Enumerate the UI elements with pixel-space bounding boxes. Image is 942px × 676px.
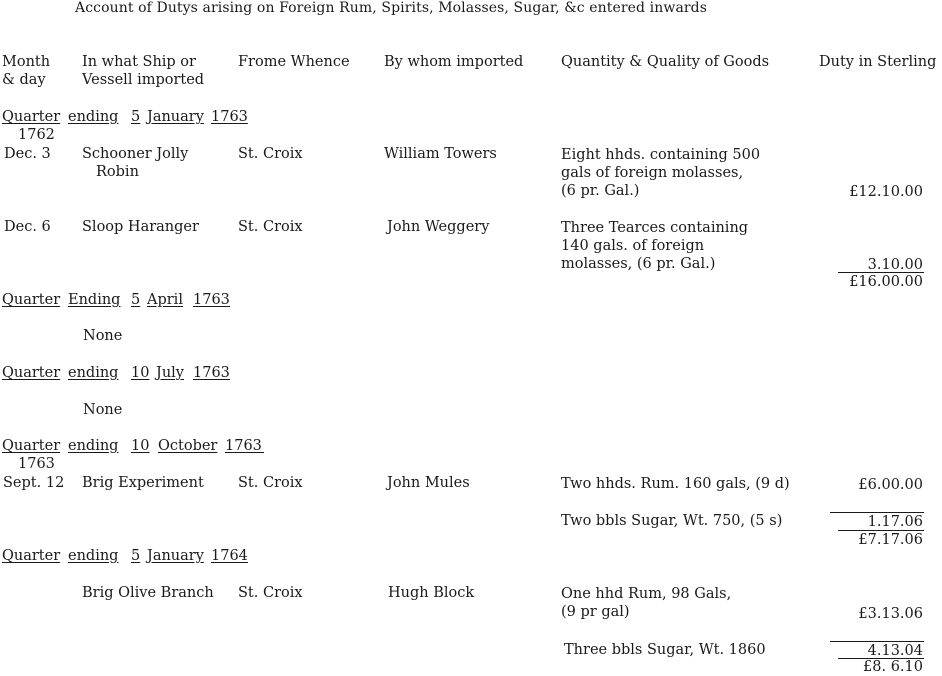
q1-e2-date: Dec. 6 xyxy=(4,219,51,235)
q1-e1-importer: William Towers xyxy=(384,146,497,162)
q4-year: 1763 xyxy=(225,438,262,454)
header-from: Frome Whence xyxy=(238,54,350,70)
q2-year: 1763 xyxy=(193,292,230,308)
header-duty: Duty in Sterling xyxy=(819,54,937,70)
q1-total: £16.00.00 xyxy=(849,274,923,290)
q2-word-quarter: Quarter xyxy=(2,292,61,308)
q4-e2-goods: Two bbls Sugar, Wt. 750, (5 s) xyxy=(561,513,783,529)
q1-day: 5 xyxy=(131,109,141,125)
q1-e1-ship-2: Robin xyxy=(96,164,139,180)
q1-e1-ship-1: Schooner Jolly xyxy=(82,146,189,162)
q5-e1-importer: Hugh Block xyxy=(388,585,475,601)
q5-month: January xyxy=(147,548,204,564)
q3-word-ending: ending xyxy=(68,365,119,381)
q1-e2-ship: Sloop Haranger xyxy=(82,219,199,235)
q2-day: 5 xyxy=(131,292,141,308)
q4-word-ending: ending xyxy=(68,438,119,454)
q1-word-quarter: Quarter xyxy=(2,109,61,125)
q4-e1-duty: £6.00.00 xyxy=(858,477,923,493)
header-goods: Quantity & Quality of Goods xyxy=(561,54,770,70)
q4-month: October xyxy=(158,438,218,454)
q5-e1-goods-1: One hhd Rum, 98 Gals, xyxy=(561,586,732,602)
q5-e1-goods-2: (9 pr gal) xyxy=(561,604,630,620)
q4-e1-from: St. Croix xyxy=(238,475,303,491)
q4-e1-date: Sept. 12 xyxy=(3,475,65,491)
q5-word-quarter: Quarter xyxy=(2,548,61,564)
q2-month: April xyxy=(147,292,183,308)
q4-e1-importer: John Mules xyxy=(387,475,470,491)
q5-year: 1764 xyxy=(211,548,248,564)
q3-year: 1763 xyxy=(193,365,230,381)
q4-e1-ship: Brig Experiment xyxy=(82,475,204,491)
q1-e2-from: St. Croix xyxy=(238,219,303,235)
q1-e1-goods-2: gals of foreign molasses, xyxy=(561,165,744,181)
q1-month: January xyxy=(147,109,204,125)
q2-none: None xyxy=(83,328,123,344)
q5-e2-goods: Three bbls Sugar, Wt. 1860 xyxy=(564,642,766,658)
q4-e2-duty: 1.17.06 xyxy=(867,514,923,530)
q3-word-quarter: Quarter xyxy=(2,365,61,381)
q3-none: None xyxy=(83,402,123,418)
q1-e1-goods-3: (6 pr. Gal.) xyxy=(561,183,640,199)
q1-e2-importer: John Weggery xyxy=(387,219,490,235)
q1-year: 1763 xyxy=(211,109,248,125)
q5-day: 5 xyxy=(131,548,141,564)
q4-day: 10 xyxy=(131,438,150,454)
q4-total: £7.17.06 xyxy=(858,532,923,548)
header-day: & day xyxy=(2,72,46,88)
header-importer: By whom imported xyxy=(384,54,524,70)
q1-e1-goods-1: Eight hhds. containing 500 xyxy=(561,147,761,163)
q5-total: £8. 6.10 xyxy=(863,659,923,675)
header-month: Month xyxy=(2,54,51,70)
q5-word-ending: ending xyxy=(68,548,119,564)
q3-month: July xyxy=(156,365,184,381)
header-ship-2: Vessell imported xyxy=(82,72,205,88)
q1-e2-duty: 3.10.00 xyxy=(867,257,923,273)
q5-e1-duty: £3.13.06 xyxy=(858,606,923,622)
document-title: Account of Dutys arising on Foreign Rum, Spirits, Molasses, Sugar, &c entered inwards xyxy=(75,0,708,16)
q4-heading-trailing-rule xyxy=(244,452,264,453)
q3-day: 10 xyxy=(131,365,150,381)
q4-word-quarter: Quarter xyxy=(2,438,61,454)
q1-e2-goods-2: 140 gals. of foreign xyxy=(561,238,705,254)
q2-word-ending: Ending xyxy=(68,292,121,308)
q1-e1-from: St. Croix xyxy=(238,146,303,162)
q5-e1-ship: Brig Olive Branch xyxy=(82,585,214,601)
q1-e1-duty: £12.10.00 xyxy=(849,184,923,200)
q5-e2-duty: 4.13.04 xyxy=(867,643,923,659)
q1-e2-goods-3: molasses, (6 pr. Gal.) xyxy=(561,256,716,272)
q1-e2-goods-1: Three Tearces containing xyxy=(561,220,749,236)
q1-entry-year: 1762 xyxy=(18,127,55,143)
q5-e1-from: St. Croix xyxy=(238,585,303,601)
q4-entry-year: 1763 xyxy=(18,456,55,472)
header-ship-1: In what Ship or xyxy=(82,54,196,70)
q4-e1-goods: Two hhds. Rum. 160 gals, (9 d) xyxy=(561,476,790,492)
q1-word-ending: ending xyxy=(68,109,119,125)
q1-e1-date: Dec. 3 xyxy=(4,146,51,162)
q2-heading-trailing-rule xyxy=(209,306,230,307)
